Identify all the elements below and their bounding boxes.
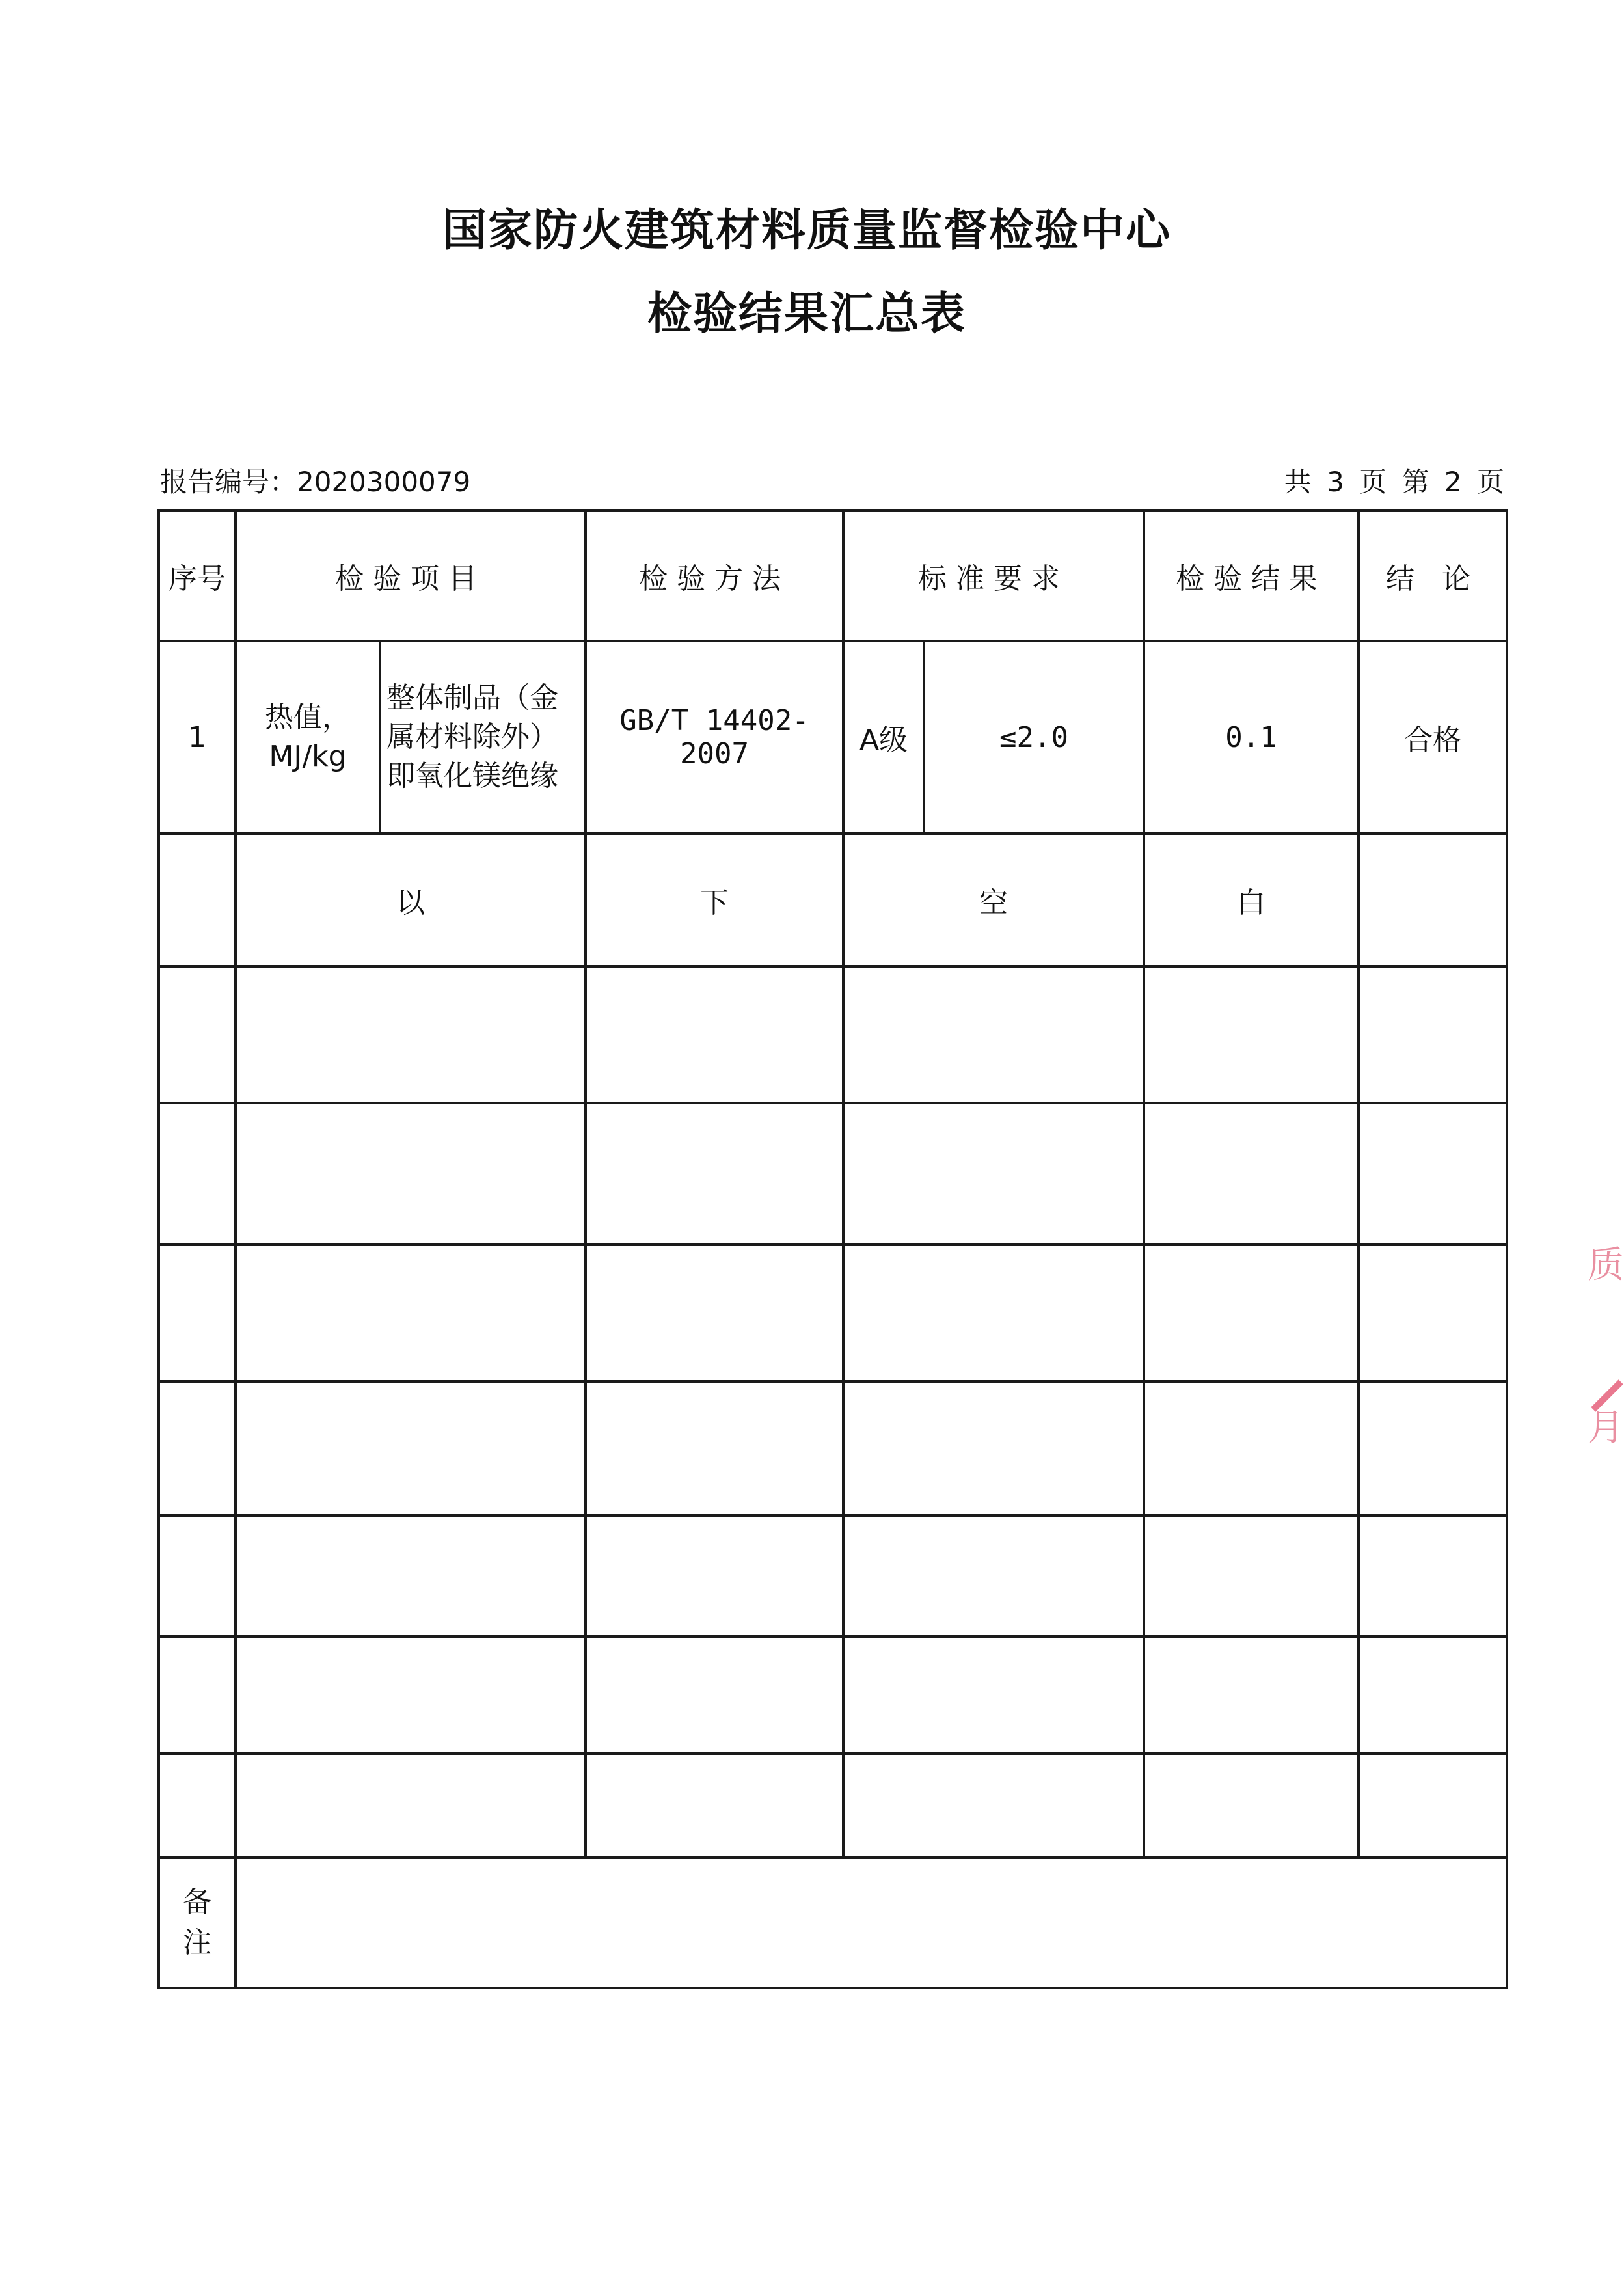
row1-item-desc [380,641,586,834]
row1-item-name-line1: 热值， [265,701,351,734]
empty-row [159,1754,1507,1858]
row1-item-name-line2: MJ/kg [269,740,347,773]
remarks-label-line2: 注 [183,1926,211,1959]
blank-marker-row [159,834,1507,966]
remarks-label-line1: 备 [183,1886,211,1919]
row1-conclusion: 合格 [1359,641,1507,834]
row1-item-desc-line2: 属材料除外） [386,720,558,754]
blank-marker-2: 下 [586,834,843,966]
blank-marker-1: 以 [236,834,586,966]
header-item: 检验项目 [236,511,586,641]
empty-row [159,966,1507,1103]
empty-row [159,1381,1507,1515]
blank-marker-4: 白 [1144,834,1359,966]
row1-grade: A级 [843,641,924,834]
seal-stamp-fragment-2 [1588,1366,1624,1449]
blank-cell [1359,834,1507,966]
row1-item-name [236,641,380,834]
row1-requirement: ≤2.0 [924,641,1144,834]
header-result: 检验结果 [1144,511,1359,641]
empty-row [159,1245,1507,1381]
empty-row [159,1515,1507,1637]
blank-cell [159,834,236,966]
table-row [159,641,1507,834]
row1-seq: 1 [159,641,236,834]
header-conclusion: 结 论 [1359,511,1507,641]
remarks-row [159,1858,1507,1988]
header-row [159,511,1507,641]
blank-marker-3: 空 [843,834,1144,966]
row1-item-desc-line3: 即氧化镁绝缘 [386,759,558,793]
seal-char: 月 [1588,1407,1624,1449]
row1-method: GB/T 14402-2007 [586,641,843,834]
seal-stamp-fragment: 质 [1588,1244,1624,1286]
row1-result: 0.1 [1144,641,1359,834]
results-table [157,509,1508,1989]
document-title: 检验结果汇总表 [647,288,966,340]
report-number: 报告编号：2020300079 [160,466,471,498]
remarks-label [159,1858,236,1988]
header-standard: 标准要求 [843,511,1144,641]
empty-row [159,1103,1507,1245]
page-info: 共 3 页 第 2 页 [1284,466,1504,498]
row1-item-desc-line1: 整体制品（金 [386,681,558,714]
header-seq: 序号 [159,511,236,641]
remarks-content [236,1858,1507,1988]
org-title: 国家防火建筑材料质量监督检验中心 [442,205,1171,256]
empty-row [159,1637,1507,1754]
header-method: 检验方法 [586,511,843,641]
